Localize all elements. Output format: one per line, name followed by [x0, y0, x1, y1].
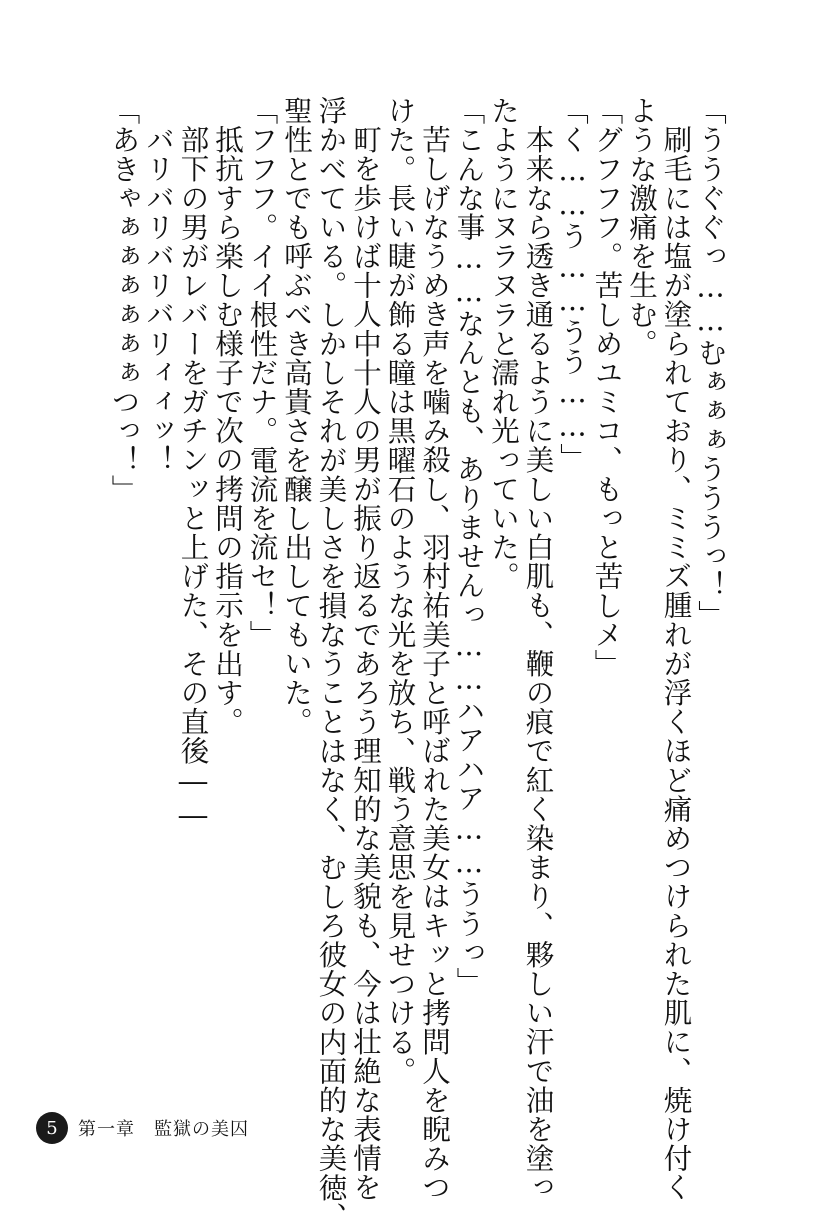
text-line: 「ううぐぐっ……むぁぁぁうううっ！」	[694, 96, 727, 629]
text-line: 「グフフフ。苦しめユミコ、もっと苦しメ」	[590, 96, 624, 678]
text-line: 苦しげなうめき声を噛み殺し、羽村祐美子と呼ばれた美女はキッと拷問人を睨みつ	[418, 125, 451, 1202]
page-footer	[36, 1110, 249, 1146]
text-line: たようにヌラヌラと濡れ光っていた。	[487, 96, 520, 591]
text-line: 「フフフ。イイ根性だナ。電流を流セ！」	[245, 96, 279, 649]
text-line: ような激痛を生む。	[625, 96, 658, 358]
text-line: 「こんな事……なんとも、ありませんっ……ハアハア……ううっ」	[452, 96, 486, 996]
text-line: 「く……う……うう……」	[556, 96, 589, 473]
text-line: 部下の男がレバーをガチンッと上げた、その直後――	[176, 125, 210, 833]
page-number-badge	[36, 1112, 68, 1144]
text-line: 抵抗すら楽しむ様子で次の拷問の指示を出す。	[211, 125, 244, 737]
chapter-title: 第一章 監獄の美囚	[78, 1119, 249, 1140]
text-line: 刷毛には塩が塗られており、ミミズ腫れが浮くほど痛めつけられた肌に、焼け付く	[659, 125, 693, 1202]
text-line: 「あきゃぁぁぁぁぁぁつっ！」	[107, 96, 141, 504]
text-line: けた。長い睫が飾る瞳は黒曜石のような光を放ち、戦う意思を見せつける。	[383, 96, 417, 1086]
text-line: 聖性とでも呼ぶべき高貴さを醸し出してもいた。	[280, 96, 313, 737]
text-line: バリバリバリバリィィッ！	[142, 125, 175, 475]
text-line: 浮かべている。しかしそれが美しさを損なうことはなく、むしろ彼女の内面的な美徳、	[314, 96, 348, 1231]
page-number: 5	[46, 1117, 58, 1139]
text-line: 町を歩けば十人中十人の男が振り返るであろう理知的な美貌も、今は壮絶な表情を	[349, 125, 382, 1202]
text-line: 本来なら透き通るように美しい白肌も、鞭の痕で紅く染まり、夥しい汗で油を塗っ	[521, 125, 555, 1202]
